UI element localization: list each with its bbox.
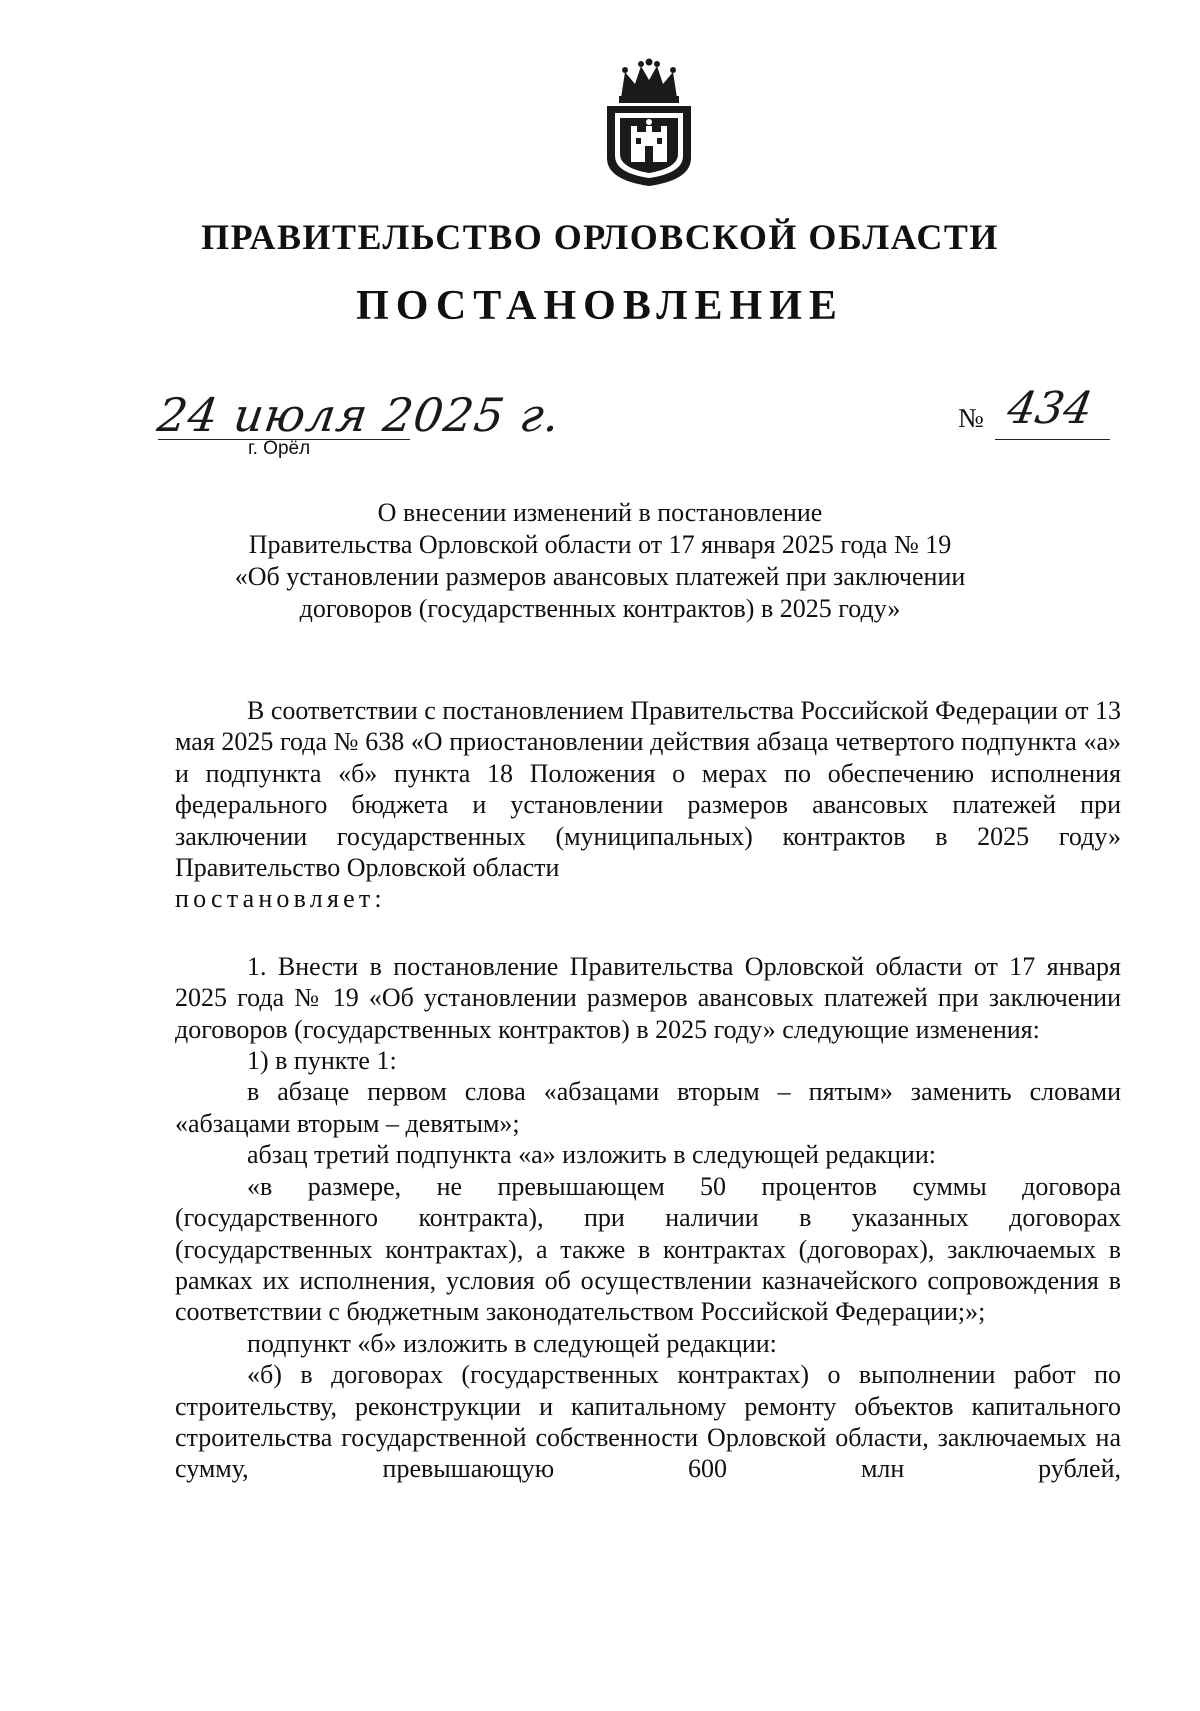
subject-line: «Об установлении размеров авансовых платежей при заключении [234,562,966,591]
handwritten-date: 24 июля 2025 г. [154,388,565,442]
body-paragraph: в абзаце первом слова «абзацами вторым – пятым» заменить словами «абзацами вторым – девятым»; [175,1077,1121,1138]
subject-line: О внесении изменений в постановление [377,498,823,527]
number-label: № [958,403,984,433]
handwritten-number: 434 [1003,383,1097,434]
body-paragraph: 1) в пункте 1: [247,1046,397,1076]
document-type: ПОСТАНОВЛЕНИЕ [356,283,844,329]
orel-coat-of-arms-icon [601,58,697,188]
government-title: ПРАВИТЕЛЬСТВО ОРЛОВСКОЙ ОБЛАСТИ [201,217,999,257]
resolves-word: постановляет: [175,884,386,914]
preamble-paragraph: В соответствии с постановлением Правительства Российской Федерации от 13 мая 2025 года № 638 «О приостановлении действия абзаца четвертого подпункта «а» и подпункта «б» пункта 18 Положения о мерах по обеспечению исполнения федерального бюджета и установлении размеров авансовых платежей при заключении государственных (муниципальных) контрактов в 2025 году» Правительство Орловской области [175,696,1121,883]
number-underline [995,439,1110,440]
subject-line: Правительства Орловской области от 17 января 2025 года № 19 [248,530,952,559]
body-paragraph: абзац третий подпункта «а» изложить в следующей редакции: [247,1140,936,1170]
body-paragraph: «б) в договорах (государственных контрактах) о выполнении работ по строительству, реконструкции и капитальному ремонту объектов капитального строительства государственной собственности Орловской области, заключаемых на сумму, превышающую 600 млн рублей, [175,1360,1121,1484]
city: г. Орёл [248,438,311,459]
body-paragraph: подпункт «б» изложить в следующей редакции: [247,1328,777,1358]
document-subject [150,497,1050,625]
document-body [175,695,1121,1485]
paragraph-gap [175,915,1121,951]
body-paragraph: 1. Внести в постановление Правительства Орловской области от 17 января 2025 года № 19 «Об установлении размеров авансовых платежей при заключении договоров (государственных контрактов) в 2025 году» следующие изменения: [175,951,1121,1044]
body-paragraph: «в размере, не превышающем 50 процентов суммы договора (государственного контракта), при наличии в указанных договорах (государственных контрактах), а также в контрактах (договорах), заключаемых в рамках их исполнения, условия об осуществлении казначейского сопровождения в соответствии с бюджетным законодательством Российской Федерации;»; [175,1171,1121,1327]
subject-line: договоров (государственных контрактов) в 2025 году» [299,594,901,623]
